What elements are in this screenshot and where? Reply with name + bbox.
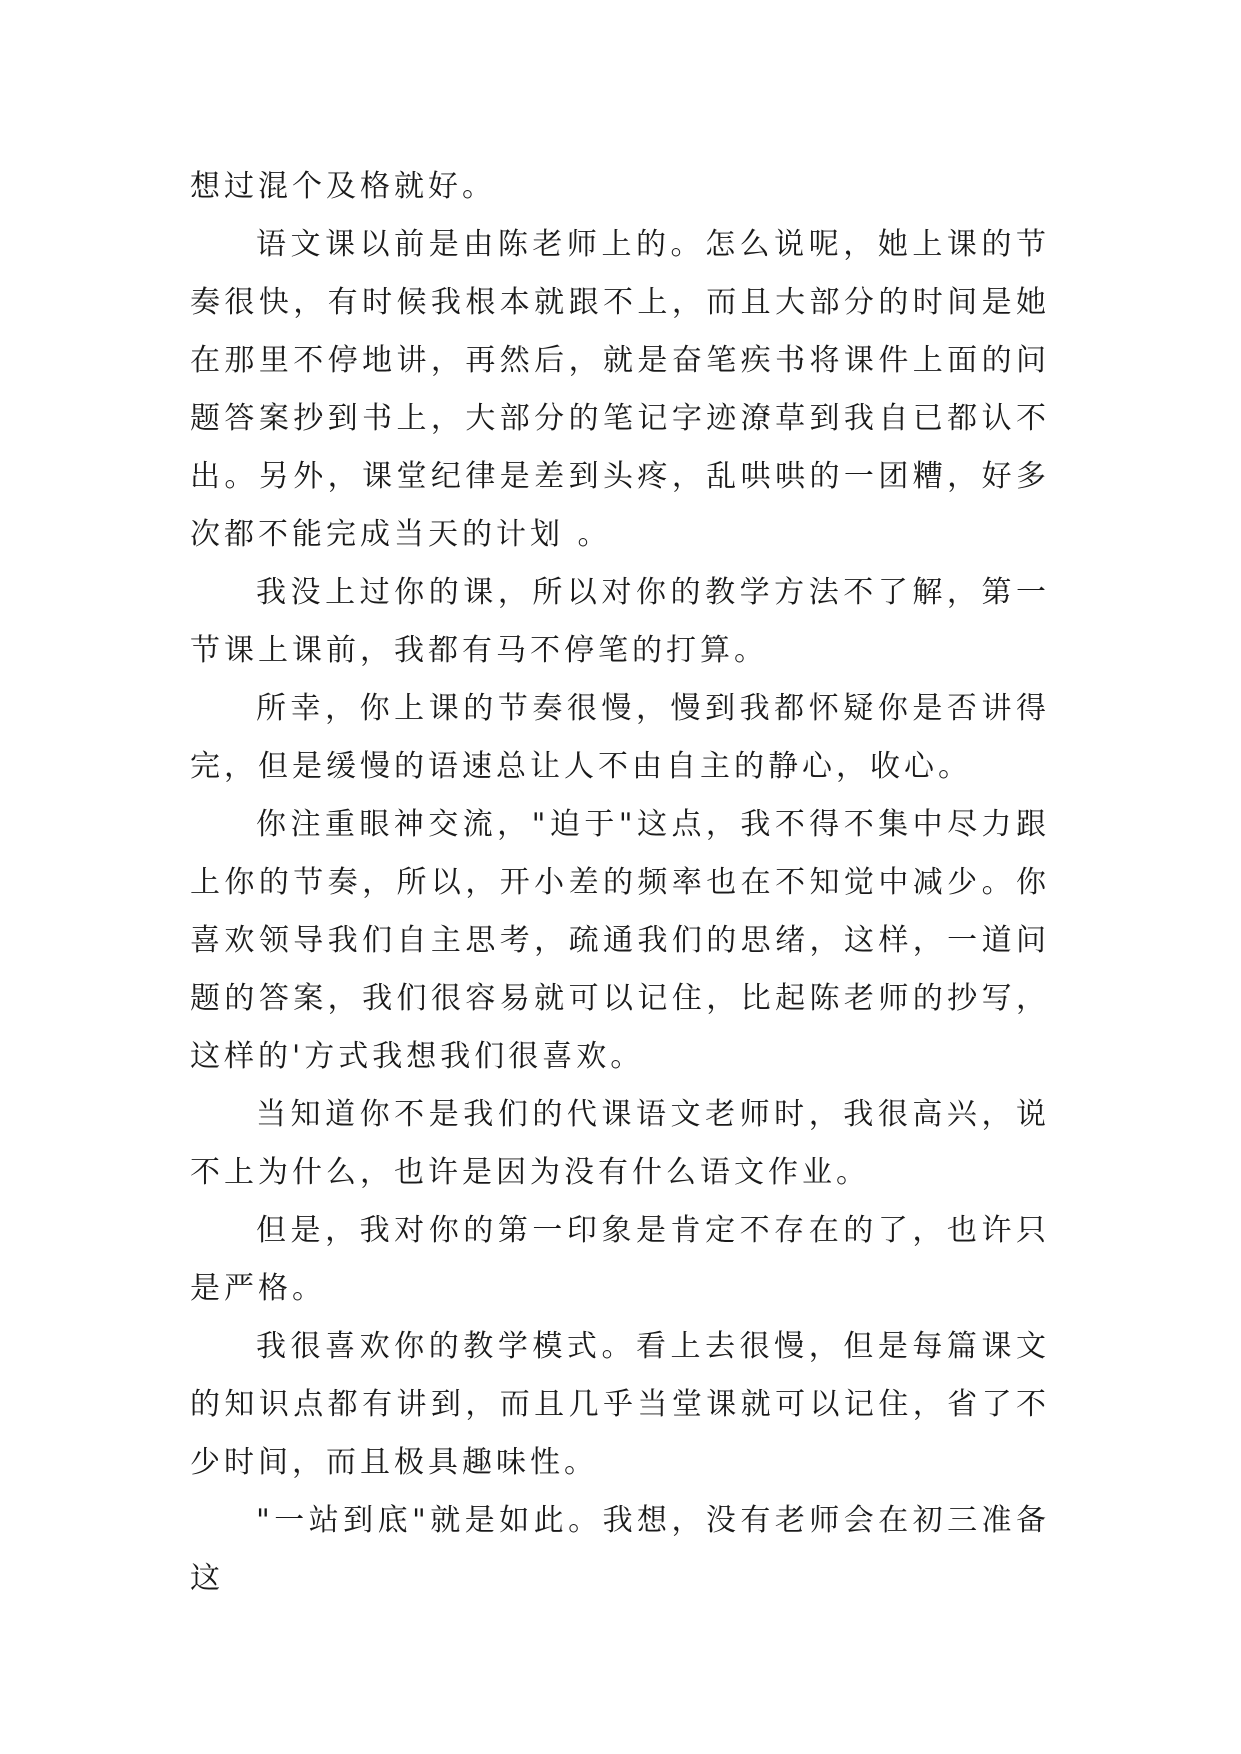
paragraph-4: 所幸，你上课的节奏很慢，慢到我都怀疑你是否讲得完，但是缓慢的语速总让人不由自主的静心，收心。 <box>190 691 1050 784</box>
paragraph-3: 我没上过你的课，所以对你的教学方法不了解，第一节课上课前，我都有马不停笔的打算。 <box>190 575 1050 668</box>
paragraph-8: 我很喜欢你的教学模式。看上去很慢，但是每篇课文的知识点都有讲到，而且几乎当堂课就可以记住，省了不少时间，而且极具趣味性。 <box>190 1329 1050 1480</box>
paragraph-6: 当知道你不是我们的代课语文老师时，我很高兴，说不上为什么，也许是因为没有什么语文作业。 <box>190 1097 1050 1190</box>
document-body <box>190 158 1050 1608</box>
paragraph-5: 你注重眼神交流，"迫于"这点，我不得不集中尽力跟上你的节奏，所以，开小差的频率也在不知觉中减少。你喜欢领导我们自主思考，疏通我们的思绪，这样，一道问题的答案，我们很容易就可以记住，比起陈老师的抄写，这样的'方式我想我们很喜欢。 <box>190 807 1050 1074</box>
paragraph-1: 想过混个及格就好。 <box>190 169 496 204</box>
paragraph-2: 语文课以前是由陈老师上的。怎么说呢，她上课的节奏很快，有时候我根本就跟不上，而且大部分的时间是她在那里不停地讲，再然后，就是奋笔疾书将课件上面的问题答案抄到书上，大部分的笔记字迹潦草到我自已都认不出。另外，课堂纪律是差到头疼，乱哄哄的一团糟，好多次都不能完成当天的计划 。 <box>190 227 1050 552</box>
paragraph-7: 但是，我对你的第一印象是肯定不存在的了，也许只是严格。 <box>190 1213 1050 1306</box>
paragraph-9: "一站到底"就是如此。我想，没有老师会在初三准备这 <box>190 1503 1050 1596</box>
